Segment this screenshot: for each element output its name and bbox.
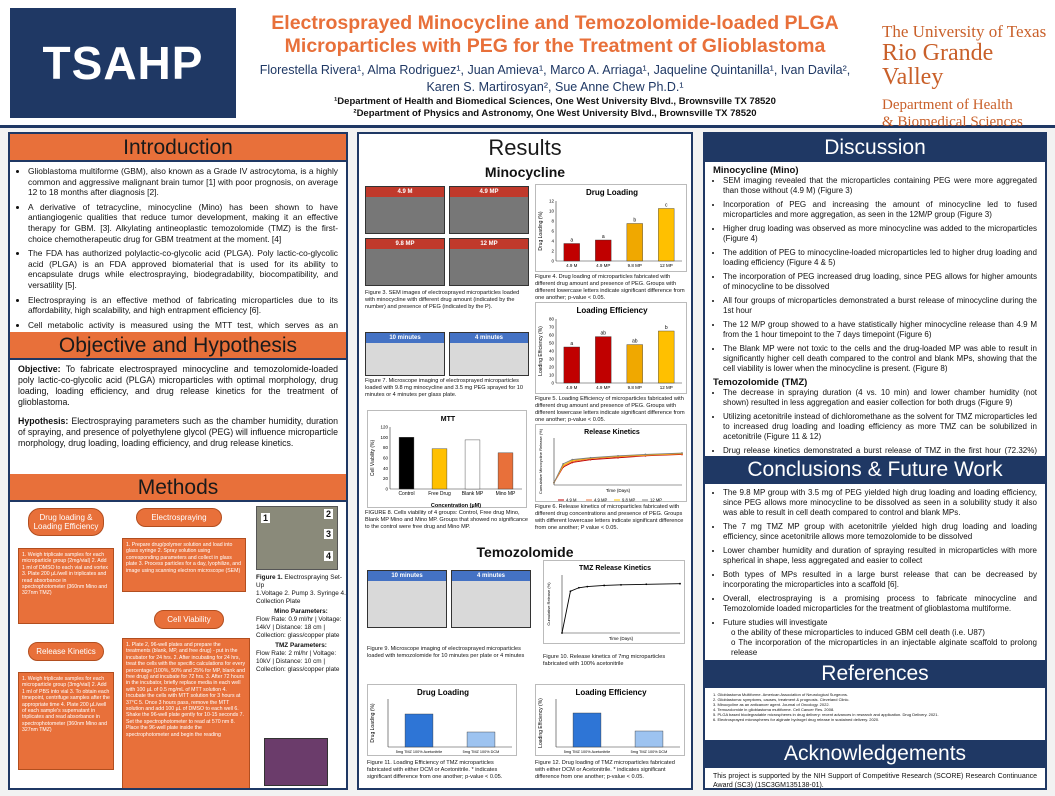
y-tick-label: 60 xyxy=(548,332,554,338)
figure-4-caption: Figure 4. Drug loading of microparticles fabricated with different drug amount and presence of PEG. Groups with different lowercase letters indicate significant difference from one another; p-value < 0.05. xyxy=(535,274,685,301)
x-tick-label: Free Drug xyxy=(428,491,451,497)
y-tick-label: 80 xyxy=(548,316,554,322)
ref-5: 5. PLGA based biodegradable microspheres in drug delivery: recent advances in research and application. Drug Delivery. 2021. xyxy=(713,712,939,717)
minocycline-title: Minocycline xyxy=(484,164,566,180)
legend-entry: 4.9 M xyxy=(566,497,577,503)
x-tick-label: 5mg TMZ 100% Acetonitrile xyxy=(563,750,611,754)
significance-letter: a xyxy=(570,237,574,244)
bar xyxy=(399,437,414,489)
significance-letter: a xyxy=(570,341,574,347)
tmz-params-values: Flow Rate: 2 ml/hr | Voltage: 10kV | Distance: 10 cm | Collection: glass/copper plate xyxy=(256,650,340,673)
data-point xyxy=(553,482,555,484)
mino-params-values: Flow Rate: 0.9 ml/hr | Voltage: 14kV | Distance: 18 cm | Collection: glass/copper plate xyxy=(256,616,342,639)
right-column xyxy=(703,132,1047,790)
disc-bullet-3: • Higher drug loading was observed as more minocycline was added to the microparticles (Figure 4) xyxy=(723,224,1037,244)
x-tick-label: Mino MP xyxy=(495,491,516,497)
concl-bullet-6 xyxy=(723,618,1037,658)
bar xyxy=(405,714,433,747)
bar xyxy=(498,453,513,489)
bar xyxy=(627,224,643,262)
chart-title: Drug Loading xyxy=(417,688,469,697)
figure-3-caption: Figure 3. SEM images of electrosprayed microparticles loaded with minocycline with different drug amount (indicated by the number) and presence of PEG (indicated by the P). xyxy=(365,290,520,310)
hypothesis-label: Hypothesis: xyxy=(18,416,69,426)
disc-bullet-8: • The Blank MP were not toxic to the cells and the drug-loaded MP was able to result in significantly higher cell death compared to the control and blank MPs, showing that the cell viability is lower when the minocycline is present. (Figure 8) xyxy=(723,344,1037,374)
y-axis-label: Drug Loading (%) xyxy=(370,703,376,743)
mtt-chart-svg xyxy=(368,411,528,509)
y-tick-label: 8 xyxy=(551,218,554,224)
objective-section xyxy=(10,360,346,474)
x-axis-label: Time (Days) xyxy=(608,636,634,641)
results-heading: Results xyxy=(359,134,691,162)
y-axis-label: Cumulative Minocycline Release (%) xyxy=(538,428,543,495)
y-axis-label: Cell Viability (%) xyxy=(370,439,376,477)
intro-section xyxy=(10,162,346,332)
tmz-4min-label: 4 minutes xyxy=(452,571,530,581)
y-axis-label: Drug Loading (%) xyxy=(538,211,544,251)
legend-entry: 12 MP xyxy=(650,497,663,503)
tmz-drug-loading-chart-svg xyxy=(368,685,518,757)
y-tick-label: 40 xyxy=(382,465,388,471)
flow-cell-viability: 1. Plate 2, 96-well plates and prepare the treatments (blank, MP, and free drug) - put in the incubator for 24 hrs. 2. After incubating for 24 hrs, treat the cells with the specific calculations for every percentage (100%, 50% and 25% for MP, blank and free drug) and incubate for 72 hrs. 3. After 72 hours in the incubator, briefly replace media in each well with 100 µL of 0.5 mg/mL of MTT solution 4. Incubate the cells with MTT solution for 3 hours at 37°C 5. Once 3 hours pass, remove the MTT solution and add 100 µL of DMSO to each well 6. Shake the 96-well plate gently for 10-15 seconds 7. Set the spectrophotometer to read at 570 nm 8. Place the 96-well plate inside the spectrophotometer and begin the reading xyxy=(122,638,250,790)
data-point xyxy=(586,586,588,588)
disc-bullet-4: • The addition of PEG to minocycline-loaded microparticles led to higher drug loading and loading efficiency (Figure 4 & 5) xyxy=(723,248,1037,268)
data-point xyxy=(562,463,564,465)
bar xyxy=(564,347,580,383)
significance-letter: b xyxy=(664,325,668,331)
x-tick-label: 9.8 MP xyxy=(627,385,642,390)
data-point xyxy=(645,454,647,456)
ref-2: 2. Glioblastoma: symptoms, causes, treatment & prognosis. Cleveland Clinic. xyxy=(713,697,850,702)
objective-heading: Objective and Hypothesis xyxy=(10,332,346,360)
significance-letter: a xyxy=(601,234,605,240)
sem-label-3: 9.8 MP xyxy=(366,239,444,249)
intro-bullet-1: • Glioblastoma multiforme (GBM), also known as a Grade IV astrocytoma, is a highly common and aggressive malignant brain tumor [1] with poor prognosis, on average 12 to 18 months after diagnosis [2]. xyxy=(28,166,338,198)
discussion-heading: Discussion xyxy=(705,134,1045,162)
data-point xyxy=(620,584,622,586)
x-tick-label: 12 MP xyxy=(659,263,673,268)
concl-sub-b: o The incorporation of the microparticles in an injectable alginate scaffold to prolong release xyxy=(731,638,1037,657)
setup-label-3: 3 xyxy=(325,529,331,539)
y-tick-label: 12 xyxy=(548,198,554,204)
y-tick-label: 20 xyxy=(382,476,388,482)
univ-line-2: Rio Grande Valley xyxy=(882,40,994,90)
disc-tmz-bullet-2: • Utilizing acetonitrile instead of dichloromethane as the solvent for TMZ microparticles led to increased drug loading and loading efficiency as more TMZ can be solubilized in acetonitrile (Figure 11 & 12) xyxy=(723,412,1037,442)
chart-title: MTT xyxy=(440,416,456,423)
data-point xyxy=(571,459,573,461)
release-kinetics-chart xyxy=(535,424,687,502)
middle-column xyxy=(357,132,693,790)
chart-title: Release Kinetics xyxy=(584,429,640,436)
data-point xyxy=(578,587,580,589)
tmz-release-chart-svg xyxy=(544,561,686,645)
ref-6: 6. Electrosprayed microspheres for alginate hydrogel drug release in sustained delivery. 2020. xyxy=(713,717,880,722)
disc-bullet-1: • SEM imaging revealed that the microparticles containing PEG were more aggregated than those without (4.9 M) (Figure 3) xyxy=(723,176,1037,196)
y-tick-label: 20 xyxy=(548,364,554,370)
y-tick-label: 120 xyxy=(380,424,388,430)
y-axis-label: Loading Efficiency (%) xyxy=(538,698,544,748)
dept-line-1: Department of Health xyxy=(882,97,1013,113)
disc-tmz-bullet-1: • The decrease in spraying duration (4 vs. 10 min) and lower chamber humidity (not shown) resulted in less aggregation and easier collection for both drugs (Figure 9) xyxy=(723,388,1037,408)
fig1-caption-text: Electrospraying Set-Up xyxy=(256,574,342,589)
discussion-section xyxy=(705,162,1045,456)
significance-letter: b xyxy=(633,217,637,224)
mino-10min-label: 10 minutes xyxy=(366,333,444,343)
chart-title: Loading Efficiency xyxy=(576,306,648,315)
conclusions-heading: Conclusions & Future Work xyxy=(705,456,1045,484)
y-tick-label: 50 xyxy=(548,340,554,346)
ack-text: This project is supported by the NIH Support of Competitive Research (SCORE) Research Continuance Award (SC3) (1SC3GM135138-01). xyxy=(713,773,1037,789)
temozolomide-title: Temozolomide xyxy=(476,544,574,560)
poster-title xyxy=(240,12,870,58)
x-tick-label: 5mg TMZ 100% Acetonitrile xyxy=(395,750,443,754)
intro-bullet-5: • Cell metabolic activity is measured using the MTT test, which serves as an xyxy=(28,320,338,332)
bar xyxy=(658,331,674,383)
concl-sub-b-text: The incorporation of the microparticles in an injectable alginate scaffold to prolong release xyxy=(731,638,1037,657)
mtt-chart xyxy=(367,410,527,508)
figure-10-caption: Figure 10. Release kinetics of 7mg microparticles fabricated with 100% acetonitrile xyxy=(543,654,666,667)
x-axis-label: Concentration (µM) xyxy=(430,503,482,509)
y-tick-label: 2 xyxy=(551,248,554,254)
y-tick-label: 100 xyxy=(380,434,388,440)
well-plate-photo xyxy=(264,738,328,786)
y-tick-label: 30 xyxy=(548,356,554,362)
significance-letter: c xyxy=(665,202,668,209)
y-tick-label: 80 xyxy=(382,445,388,451)
oval-cell-viability: Cell Viability xyxy=(154,610,224,629)
utrgv-logo xyxy=(882,22,1052,131)
dept-line-2: & Biomedical Sciences xyxy=(882,114,1023,130)
data-point xyxy=(570,590,572,592)
x-axis-label: Time (Days) xyxy=(605,488,631,493)
ref-4: 4. Temozolomide in glioblastoma multiforme. Cell Cancer Res. 2008. xyxy=(713,707,835,712)
oval-release-kinetics: Release Kinetics xyxy=(28,642,104,661)
flow-electrospraying: 1. Prepare drug/polymer solution and load into glass syringe 2. Spray solution using corresponding parameters and collect in glass plate 3. Process particles for a day, lyophilize, and image using scanning electron microscope (SEM) xyxy=(122,538,246,592)
disc-bullet-7: • The 12 M/P group showed to a have statistically higher minocycline release than 4.9 M from the 1 hour timepoint to the 7 days timepoint (Figure 6) xyxy=(723,320,1037,340)
sem-label-4: 12 MP xyxy=(450,239,528,249)
y-tick-label: 0 xyxy=(385,486,388,492)
bar xyxy=(627,345,643,383)
tmz-loading-efficiency-chart xyxy=(535,684,685,756)
discussion-mino-sub: Minocycline (Mino) xyxy=(713,165,799,176)
loading-efficiency-chart-svg xyxy=(536,303,688,395)
intro-bullet-2: • A derivative of tetracycline, minocycline (Mino) has been shown to have antiangiogenic qualities that reduce tumor development, making it an effective therapy for GBM. [3]. Alkylating antineoplastic temozolomide (TMZ) is the first-choice chemotherapeutic drug for GBM treatment at the moment. [4] xyxy=(28,202,338,244)
tmz-drug-loading-chart xyxy=(367,684,517,756)
data-point xyxy=(679,583,681,585)
hypothesis-text: Electrospraying parameters such as the chamber humidity, duration of spraying, and presence of polyethylene glycol (PEG) will influence microparticle morphology, drug loading, loading efficiency, and drug release kinetics. xyxy=(18,416,338,448)
sem-image-4 xyxy=(449,238,529,286)
data-point xyxy=(561,632,563,634)
bar xyxy=(432,449,447,489)
title-line-2: Microparticles with PEG for the Treatment of Glioblastoma xyxy=(284,35,826,57)
x-tick-label: 4.9 MP xyxy=(596,385,611,390)
setup-label-1: 1 xyxy=(263,513,269,523)
x-tick-label: 4.9 MP xyxy=(596,263,611,268)
y-tick-label: 40 xyxy=(548,348,554,354)
concl-bullet-1: • The 9.8 MP group with 3.5 mg of PEG yielded high drug loading and loading efficiency, since PEG allows more minocycline to be dissolved as seen in a solubility study it also was able to result in cell death compared to control and blank MPs. xyxy=(723,488,1037,518)
data-point xyxy=(590,457,592,459)
figure-6-caption: Figure 6. Release kinetics of microparticles fabricated with different drug concentrations and presence of PEG. Groups with different lowercase letters indicate significant difference from one another; P value < 0.05. xyxy=(535,504,684,531)
authors-line-2: Karen S. Martirosyan², Sue Anne Chew Ph.D.¹ xyxy=(426,80,684,94)
affiliations xyxy=(240,96,870,120)
disc-bullet-6: • All four groups of microparticles demonstrated a burst release of minocycline during the 1st hour xyxy=(723,296,1037,316)
methods-heading: Methods xyxy=(10,474,346,502)
sem-image-3 xyxy=(365,238,445,286)
series-line xyxy=(562,584,680,633)
x-tick-label: 4.9 M xyxy=(566,385,578,390)
bar xyxy=(467,732,495,747)
concl-bullet-5: • Overall, electrospraying is a promising process to fabricate minocycline and Temozolomide loaded microparticles for the treatment of glioblastoma multiforme. xyxy=(723,594,1037,614)
sem-label-1: 4.9 M xyxy=(366,187,444,197)
y-tick-label: 4 xyxy=(551,238,554,244)
concl-sub-a: o the ability of these microparticles to induced GBM cell death (i.e. U87) xyxy=(731,628,985,637)
bar xyxy=(564,244,580,262)
mino-4min-image xyxy=(449,332,529,376)
legend-entry: 4.9 MP xyxy=(594,497,608,503)
tmz-release-chart xyxy=(543,560,685,644)
univ-line-1: The University of Texas xyxy=(882,22,1047,41)
bar xyxy=(595,337,611,383)
disc-bullet-2: • Incorporation of PEG and increasing the amount of minocycline led to fused microparticles and more aggregation, as seen in the 12M/P group (Figure 3) xyxy=(723,200,1037,220)
oval-drug-loading: Drug loading & Loading Efficiency xyxy=(28,508,104,536)
flow-release-kinetics: 1. Weigh triplicate samples for each microparticle group (3mg/vial) 2. Add 1 ml of PBS into vial 3. To obtain each timepoint, centrifuge samples after the appropriate time 4. Plate 200 µL/well of each sample's supernatant in triplicates and read absorbance in spectrophotometer (360nm Mino and 327nm TMZ) xyxy=(18,672,114,770)
intro-bullet-4: • Electrospraying is an effective method of fabricating microparticles due to its affordability, high scalability, and high entrapment efficiency [6]. xyxy=(28,295,338,316)
tmz-loading-efficiency-chart-svg xyxy=(536,685,686,757)
concl-sub-a-text: the ability of these microparticles to induced GBM cell death (i.e. U87) xyxy=(737,628,985,637)
x-tick-label: 12 MP xyxy=(659,385,673,390)
references-section xyxy=(705,688,1045,740)
bar xyxy=(595,240,611,261)
methods-section xyxy=(10,502,346,790)
title-line-1: Electrosprayed Minocycline and Temozolomide-loaded PLGA xyxy=(271,12,839,34)
concl-future: Future studies will investigate xyxy=(723,618,828,627)
intro-bullet-3: • The FDA has authorized polylactic-co-glycolic acid (PLGA). Poly lactic-co-glycolic acid (PLGA) is an FDA approved biomaterial that is used for its ability to encapsulate drugs while electrospraying, biodegradability, biocompatibility, and versatility [5]. xyxy=(28,248,338,290)
fig1-title: Figure 1. xyxy=(256,574,283,581)
mino-10min-image xyxy=(365,332,445,376)
data-point xyxy=(603,585,605,587)
legend-entry: 9.8 MP xyxy=(622,497,636,503)
series-line xyxy=(554,454,682,482)
loading-efficiency-chart xyxy=(535,302,687,394)
y-axis-label: Cumulative Release (%) xyxy=(546,582,551,626)
mino-4min-label: 4 minutes xyxy=(450,333,528,343)
concl-bullet-3: • Lower chamber humidity and duration of spraying resulted in microparticles with more spherical in shape, less aggregated and easier to collect xyxy=(723,546,1037,566)
conclusions-section xyxy=(705,484,1045,660)
y-tick-label: 0 xyxy=(551,380,554,386)
release-kinetics-chart-svg xyxy=(536,425,688,503)
bar xyxy=(635,731,663,747)
setup-label-2: 2 xyxy=(325,509,331,519)
tmz-10min-image xyxy=(367,570,447,628)
sem-image-2 xyxy=(449,186,529,234)
data-point xyxy=(645,583,647,585)
figure-12-caption: Figure 12. Drug loading of TMZ microparticles fabricated with either DCM or Acetonitrile. * indicates significant difference from one another; p-value < 0.05. xyxy=(535,760,675,780)
authors xyxy=(240,62,870,96)
left-column xyxy=(8,132,348,790)
mino-params-label: Mino Parameters: xyxy=(274,608,328,615)
objective-text: To fabricate electrosprayed minocycline and temozolomide-loaded poly lactic-co-glycolic acid (PLGA) microparticles with optimal morphology, drug loading, loading efficiency, and drug release kinetics for the treatment of glioblastoma. xyxy=(18,364,338,407)
results-section xyxy=(359,162,691,788)
y-tick-label: 0 xyxy=(551,258,554,264)
drug-loading-chart xyxy=(535,184,687,272)
concl-bullet-4: • Both types of MPs resulted in a large burst release that can be decreased by incorporating the microparticles into a scaffold [6]. xyxy=(723,570,1037,590)
flow-drug-loading: 1. Weigh triplicate samples for each microparticle group (2mg/vial) 2. Add 1 ml of DMSO to each vial and vortex 3. Plate 200 µL/well in triplicates and read absorbance in spectrophotometer (360nm Mino and 327nm TMZ) xyxy=(18,548,114,624)
tsahp-logo: TSAHP xyxy=(10,8,236,118)
figure-9-caption: Figure 9. Microscope imaging of electrosprayed microparticles loaded with temozolomide for 10 minutes per plate or 4 minutes xyxy=(367,646,525,659)
figure-11-caption: Figure 11. Loading Efficiency of TMZ microparticles fabricated with either DCM or Acetonitrile. * indicates significant difference from one another; p-value < 0.05. xyxy=(367,760,503,780)
chart-title: Drug Loading xyxy=(586,188,638,197)
y-tick-label: 60 xyxy=(382,455,388,461)
fig1-items: 1.Voltage 2. Pump 3. Syringe 4. Collection Plate xyxy=(256,590,346,605)
affiliation-2: ²Department of Physics and Astronomy, One West University Blvd., Brownsville TX 78520 xyxy=(353,108,757,119)
tmz-10min-label: 10 minutes xyxy=(368,571,446,581)
sem-image-1 xyxy=(365,186,445,234)
oval-electrospraying: Electrospraying xyxy=(136,508,222,527)
y-tick-label: 70 xyxy=(548,324,554,330)
ref-3: 3. Minocycline as an anticancer agent. Journal of Oncology. 2022. xyxy=(713,702,830,707)
bar xyxy=(658,209,674,262)
chart-title: TMZ Release Kinetics xyxy=(579,565,651,572)
bar xyxy=(465,440,480,489)
x-tick-label: 5mg TMZ 100% DCM xyxy=(462,750,500,754)
figure-7-caption: Figure 7. Microscope imaging of electrosprayed microparticles loaded with 9.8 mg minocycline and 3.5 mg PEG sprayed for 10 minutes or 4 minutes per glass plate. xyxy=(365,378,523,398)
figure-8-caption: FIGURE 8. Cells viability of 4 groups: Control, Free drug Mino, Blank MP Mino and Mino MP. Groups that showed no significance to the control were free drug and Mino MP. xyxy=(365,510,529,530)
x-tick-label: 5mg TMZ 100% DCM xyxy=(630,750,668,754)
figure-1-caption xyxy=(256,574,346,674)
tmz-4min-image xyxy=(451,570,531,628)
figure-5-caption: Figure 5. Loading Efficiency of microparticles fabricated with different drug amount and presence of PEG. Groups with different lowercase letters indicate significant difference from one another; p-value < 0.05. xyxy=(535,396,685,423)
y-tick-label: 6 xyxy=(551,228,554,234)
setup-label-4: 4 xyxy=(325,551,331,561)
x-tick-label: Control xyxy=(398,491,415,497)
tmz-params-label: TMZ Parameters: xyxy=(275,642,327,649)
disc-bullet-5: • The incorporation of PEG increased drug loading, since PEG allows for higher amounts of minocycline to be dissolved xyxy=(723,272,1037,292)
disc-tmz-bullet-3: • Drug release kinetics demonstrated a burst release of TMZ in the first hour (72.32%) xyxy=(723,446,1037,456)
y-tick-label: 10 xyxy=(548,372,554,378)
y-tick-label: 10 xyxy=(548,208,554,214)
bar xyxy=(573,713,601,747)
ack-heading: Acknowledgements xyxy=(705,740,1045,768)
x-tick-label: 4.9 M xyxy=(566,263,578,268)
setup-photo xyxy=(256,506,338,570)
x-tick-label: 9.8 MP xyxy=(627,263,642,268)
discussion-tmz-sub: Temozolomide (TMZ) xyxy=(713,377,808,388)
objective-label: Objective: xyxy=(18,364,61,374)
drug-loading-chart-svg xyxy=(536,185,688,273)
sem-label-2: 4.9 MP xyxy=(450,187,528,197)
concl-bullet-2: • The 7 mg TMZ MP group with acetonitrile yielded high drug loading and loading efficiency, since acetonitrile allows more temozolomide to be dissolved xyxy=(723,522,1037,542)
chart-title: Loading Efficiency xyxy=(575,688,647,697)
ref-1: 1. Glioblastoma Multiforme. American Association of Neurological Surgeons. xyxy=(713,692,848,697)
intro-heading: Introduction xyxy=(10,134,346,162)
data-point xyxy=(617,455,619,457)
significance-letter: ab xyxy=(600,330,607,337)
references-heading: References xyxy=(705,660,1045,688)
x-tick-label: Blank MP xyxy=(461,491,484,497)
y-axis-label: Loading Efficiency (%) xyxy=(538,326,544,376)
authors-line-1: Florestella Rivera¹, Alma Rodriguez¹, Juan Amieva¹, Marco A. Arriaga¹, Jaqueline Quintanilla¹, Ivan Davila², xyxy=(259,63,851,77)
significance-letter: ab xyxy=(631,338,638,345)
poster-header xyxy=(0,0,1055,128)
affiliation-1: ¹Department of Health and Biomedical Sciences, One West University Blvd., Brownsville TX 78520 xyxy=(334,96,776,107)
data-point xyxy=(681,452,683,454)
